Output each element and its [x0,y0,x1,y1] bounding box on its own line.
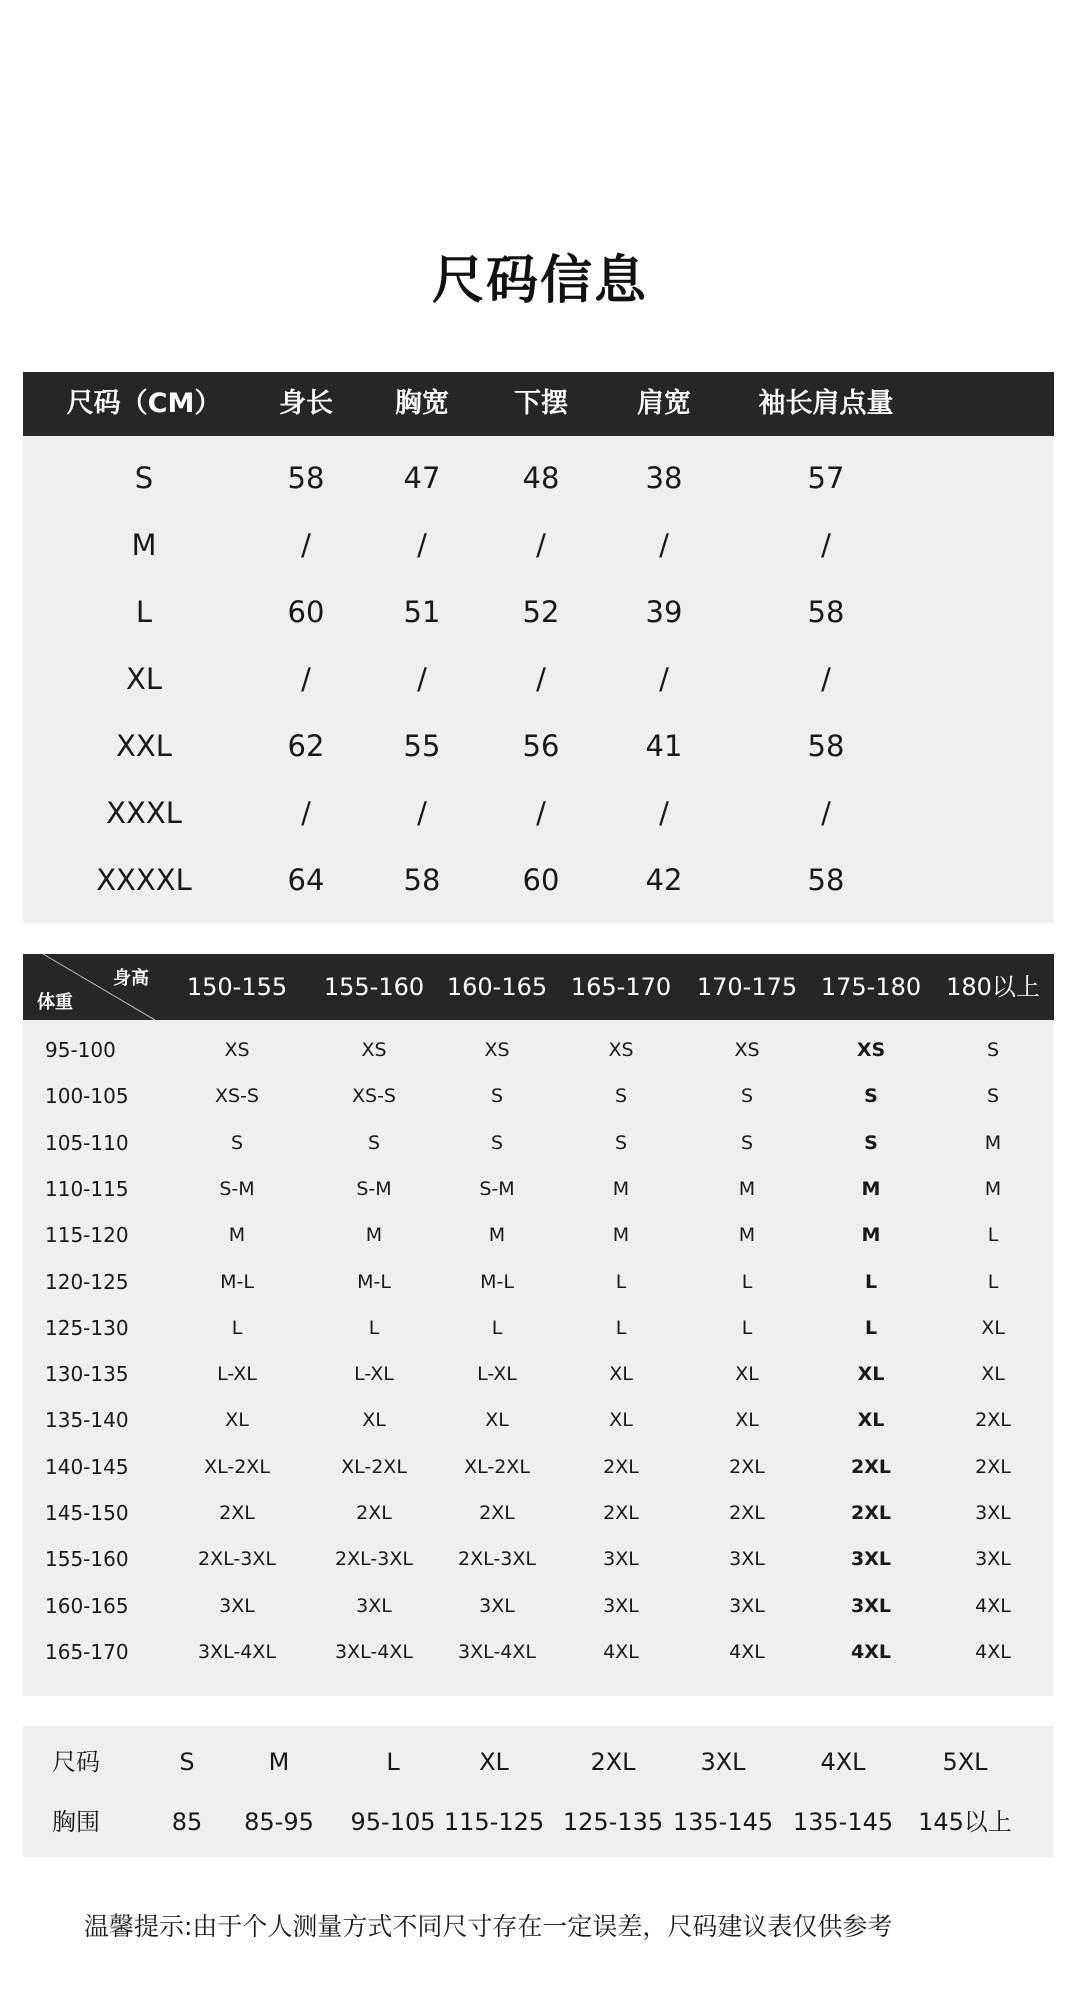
recommended-size-cell: XL [225,1409,249,1432]
measure-cell: 62 [287,729,325,763]
corner-height-label: 身高 [113,968,149,989]
recommended-size-cell: XS [734,1039,760,1061]
recommended-size-cell: 2XL [479,1502,515,1524]
recommended-size-cell: 2XL-3XL [198,1548,276,1571]
measure-cell: / [301,662,311,696]
measure-cell: / [821,662,831,696]
measure-header-cell: 身长 [279,388,333,419]
disclaimer-note: 温馨提示:由于个人测量方式不同尺寸存在一定误差，尺码建议表仅供参考 [84,1912,893,1941]
recommended-size-cell: 2XL [603,1455,639,1478]
recommended-size-cell: XL-2XL [464,1455,530,1478]
weight-cell: 115-120 [45,1223,129,1248]
chest-value-cell: 115-125 [443,1808,545,1836]
chest-row-label: 胸围 [52,1808,100,1836]
measure-cell: / [536,796,546,830]
measure-cell: / [417,662,427,696]
recommended-size-cell: M [612,1177,630,1200]
measure-cell: 58 [807,729,845,763]
page-title: 尺码信息 [431,251,648,311]
recommended-size-cell: 2XL-3XL [335,1548,413,1571]
recommended-size-cell: M-L [220,1270,254,1293]
measure-cell: / [659,662,669,696]
recommended-size-cell: S [614,1131,628,1154]
recommended-size-cell: 4XL [729,1640,765,1663]
weight-cell: 125-130 [45,1315,129,1340]
chest-value-cell: 95-105 [350,1808,436,1836]
recommended-size-cell: M [738,1177,756,1200]
chest-value-cell: 125-135 [562,1808,664,1836]
height-column-header: 180以上 [946,973,1040,1001]
measure-cell: 52 [522,595,560,629]
weight-cell: 130-135 [45,1362,129,1387]
fit-recommendation-table [23,954,1054,1696]
size-cell: XXXL [106,796,182,830]
height-column-header: 170-175 [696,973,798,1001]
measure-header-cell: 胸宽 [395,388,449,419]
measurement-table [23,372,1054,923]
recommended-size-cell: 2XL [851,1455,891,1478]
fit-table-row [23,1305,1054,1351]
weight-cell: 140-145 [45,1454,129,1479]
recommended-size-cell: L-XL [354,1363,394,1386]
fit-table-row [23,1212,1054,1258]
fit-table-row [23,1444,1054,1490]
fit-table-row [23,1120,1054,1166]
weight-cell: 165-170 [45,1639,129,1664]
size-value-cell: 4XL [820,1748,866,1776]
recommended-size-cell: XS-S [352,1085,396,1108]
measure-header-cell: 尺码（CM） [66,388,222,419]
recommended-size-cell: S [490,1085,504,1108]
measure-cell: 55 [403,729,441,763]
chest-size-table [23,1726,1054,1857]
measure-cell: 64 [287,863,325,897]
recommended-size-cell: 3XL-4XL [198,1640,276,1663]
recommended-size-cell: M [984,1131,1002,1154]
recommended-size-cell: L [615,1316,627,1339]
chest-value-cell: 135-145 [792,1808,894,1836]
fit-table-row [23,1536,1054,1582]
recommended-size-cell: S [740,1085,754,1108]
recommended-size-cell: S [986,1085,1000,1108]
recommended-size-cell: XS [361,1039,387,1061]
size-cell: XXL [116,729,172,763]
weight-cell: 160-165 [45,1593,129,1618]
recommended-size-cell: 3XL [479,1594,515,1617]
recommended-size-cell: 3XL [219,1594,255,1617]
recommended-size-cell: 2XL [975,1455,1011,1478]
recommended-size-cell: XS [608,1039,634,1061]
recommended-size-cell: S [864,1131,878,1154]
size-cell: XXXXL [96,863,192,897]
recommended-size-cell: 4XL [603,1640,639,1663]
recommended-size-cell: XL [735,1363,759,1386]
recommended-size-cell: 3XL-4XL [458,1640,536,1663]
measure-cell: 51 [403,595,441,629]
recommended-size-cell: 2XL [219,1502,255,1524]
measure-cell: 47 [403,461,441,495]
recommended-size-cell: L [368,1316,380,1339]
recommended-size-cell: 2XL [729,1455,765,1478]
fit-table-body [23,1020,1054,1696]
recommended-size-cell: M [861,1177,881,1200]
weight-cell: 105-110 [45,1130,129,1155]
recommended-size-cell: XS [224,1039,250,1061]
measure-cell: / [536,528,546,562]
measure-table-row [23,847,1054,914]
measure-cell: / [821,528,831,562]
measure-cell: 39 [645,595,683,629]
recommended-size-cell: S [490,1131,504,1154]
weight-cell: 155-160 [45,1547,129,1572]
measure-table-row [23,780,1054,847]
recommended-size-cell: L [231,1316,243,1339]
measure-cell: / [417,528,427,562]
recommended-size-cell: S-M [219,1177,255,1200]
recommended-size-cell: M [488,1224,506,1247]
recommended-size-cell: XL [735,1409,759,1432]
measure-cell: 38 [645,461,683,495]
chest-value-cell: 145以上 [918,1808,1012,1836]
size-value-cell: XL [479,1748,509,1776]
measure-cell: 41 [645,729,683,763]
measure-cell: / [659,528,669,562]
recommended-size-cell: S [230,1131,244,1154]
recommended-size-cell: XL [362,1409,386,1432]
height-column-header: 160-165 [446,973,548,1001]
recommended-size-cell: L [987,1270,999,1293]
measure-header-cell: 袖长肩点量 [758,388,894,419]
recommended-size-cell: XL [857,1363,885,1386]
measurement-table-body [23,436,1054,923]
corner-weight-label: 体重 [37,992,73,1013]
recommended-size-cell: 2XL-3XL [458,1548,536,1571]
fit-table-row [23,1073,1054,1119]
recommended-size-cell: 3XL [851,1594,891,1617]
measure-cell: 58 [807,863,845,897]
recommended-size-cell: XL [981,1316,1005,1339]
measure-cell: 48 [522,461,560,495]
recommended-size-cell: L [491,1316,503,1339]
recommended-size-cell: 3XL [975,1548,1011,1571]
recommended-size-cell: M-L [357,1270,391,1293]
recommended-size-cell: S [614,1085,628,1108]
measure-table-row [23,445,1054,512]
recommended-size-cell: XL [609,1363,633,1386]
weight-cell: 145-150 [45,1501,129,1525]
recommended-size-cell: S-M [356,1177,392,1200]
recommended-size-cell: M [365,1224,383,1247]
recommended-size-cell: L [741,1270,753,1293]
recommended-size-cell: XL [857,1409,885,1432]
size-value-cell: 5XL [942,1748,988,1776]
recommended-size-cell: S-M [479,1177,515,1200]
size-value-cell: 3XL [700,1748,746,1776]
recommended-size-cell: XL-2XL [341,1455,407,1478]
recommended-size-cell: 4XL [975,1640,1011,1663]
measure-cell: / [417,796,427,830]
recommended-size-cell: L [741,1316,753,1339]
recommended-size-cell: M [228,1224,246,1247]
recommended-size-cell: 3XL [729,1594,765,1617]
recommended-size-cell: L-XL [217,1363,257,1386]
fit-table-row [23,1166,1054,1212]
recommended-size-cell: M [612,1224,630,1247]
recommended-size-cell: 4XL [851,1640,891,1663]
fit-table-row [23,1397,1054,1443]
recommended-size-cell: S [367,1131,381,1154]
weight-cell: 135-140 [45,1408,129,1433]
recommended-size-cell: 2XL [356,1502,392,1524]
size-cell: S [134,461,154,495]
recommended-size-cell: L [864,1270,878,1293]
recommended-size-cell: L [864,1316,878,1339]
measure-cell: / [301,528,311,562]
recommended-size-cell: M [861,1224,881,1247]
size-cell: XL [125,662,163,696]
measure-cell: 60 [522,863,560,897]
recommended-size-cell: 3XL [975,1502,1011,1524]
recommended-size-cell: L-XL [477,1363,517,1386]
recommended-size-cell: 3XL [729,1548,765,1571]
size-cell: M [131,528,157,562]
size-value-cell: S [179,1748,195,1776]
recommended-size-cell: XS-S [215,1085,259,1108]
recommended-size-cell: L [987,1224,999,1247]
fit-table-row [23,1027,1054,1073]
recommended-size-cell: XL-2XL [204,1455,270,1478]
recommended-size-cell: 3XL [603,1594,639,1617]
measure-cell: 58 [403,863,441,897]
height-column-header: 155-160 [323,973,425,1001]
fit-table-row [23,1583,1054,1629]
measure-table-row [23,579,1054,646]
weight-cell: 120-125 [45,1269,129,1294]
chest-value-cell: 85 [171,1808,203,1836]
fit-table-row [23,1629,1054,1675]
measure-header-cell: 下摆 [514,388,568,419]
recommended-size-cell: M-L [480,1270,514,1293]
size-value-cell: M [268,1748,290,1776]
fit-table-row [23,1490,1054,1536]
recommended-size-cell: XL [981,1363,1005,1386]
measure-table-row [23,512,1054,579]
recommended-size-cell: XS [484,1039,510,1061]
measure-cell: / [821,796,831,830]
measure-cell: 56 [522,729,560,763]
size-cell: L [135,595,153,629]
recommended-size-cell: XL [485,1409,509,1432]
measure-cell: / [301,796,311,830]
measure-cell: 58 [287,461,325,495]
measure-table-row [23,646,1054,713]
recommended-size-cell: 3XL [356,1594,392,1617]
recommended-size-cell: M [984,1177,1002,1200]
recommended-size-cell: M [738,1224,756,1247]
weight-cell: 110-115 [45,1176,129,1201]
chest-table-size-row [23,1732,1054,1792]
recommended-size-cell: S [986,1039,1000,1061]
chest-table-chest-row [23,1792,1054,1852]
chest-value-cell: 85-95 [244,1808,314,1836]
measure-table-row [23,713,1054,780]
measurement-table-header [23,372,1054,436]
chest-value-cell: 135-145 [672,1808,774,1836]
measure-cell: / [536,662,546,696]
recommended-size-cell: 4XL [975,1594,1011,1617]
recommended-size-cell: L [615,1270,627,1293]
measure-cell: 58 [807,595,845,629]
weight-cell: 100-105 [45,1084,129,1109]
measure-cell: 57 [807,461,845,495]
recommended-size-cell: 3XL-4XL [335,1640,413,1663]
fit-table-header [23,954,1054,1020]
measure-cell: / [659,796,669,830]
fit-table-row [23,1351,1054,1397]
weight-cell: 95-100 [45,1038,116,1062]
recommended-size-cell: 2XL [975,1409,1011,1432]
measure-header-cell: 肩宽 [637,388,691,419]
recommended-size-cell: 3XL [851,1548,891,1571]
size-value-cell: 2XL [590,1748,636,1776]
recommended-size-cell: XS [856,1039,886,1061]
height-column-header: 165-170 [570,973,672,1001]
fit-table-row [23,1259,1054,1305]
height-column-header: 175-180 [820,973,922,1001]
measure-cell: 60 [287,595,325,629]
recommended-size-cell: 2XL [729,1502,765,1524]
size-row-label: 尺码 [52,1748,100,1776]
recommended-size-cell: XL [609,1409,633,1432]
recommended-size-cell: S [740,1131,754,1154]
recommended-size-cell: 2XL [851,1502,891,1524]
size-value-cell: L [386,1748,400,1776]
recommended-size-cell: S [864,1085,878,1108]
recommended-size-cell: 3XL [603,1548,639,1571]
measure-cell: 42 [645,863,683,897]
recommended-size-cell: 2XL [603,1502,639,1524]
height-column-header: 150-155 [186,973,288,1001]
